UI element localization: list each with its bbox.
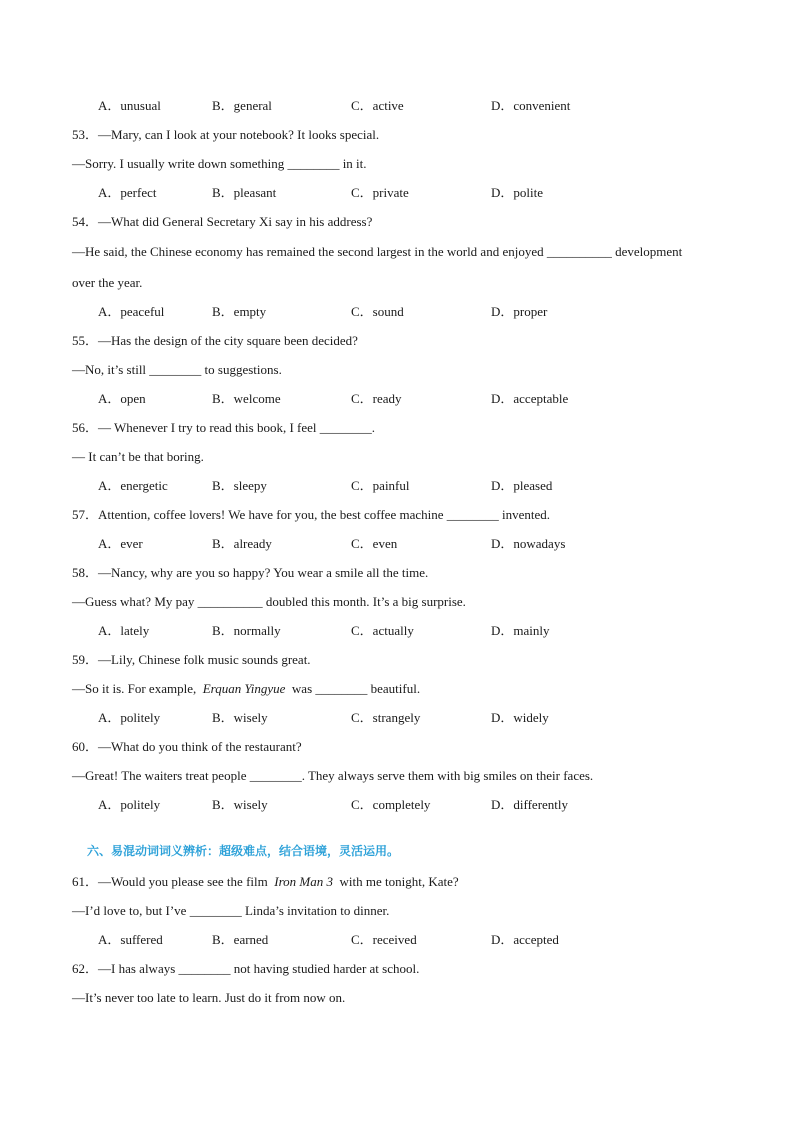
q58-number: 58． — [72, 565, 99, 580]
q55-option-a: A．open — [98, 391, 146, 406]
q55-prompt — [72, 333, 358, 349]
q56-line-1: — Whenever I try to read this book, I feel ________. — [98, 420, 376, 435]
section-heading: 六、易混动词词义辨析：超级难点，结合语境，灵活运用。 — [87, 844, 400, 858]
q62-number: 62． — [72, 961, 99, 976]
q53-option-a: A．perfect — [98, 185, 157, 200]
q60-prompt — [72, 739, 302, 755]
q53-number: 53． — [72, 127, 99, 142]
q56-prompt — [72, 420, 375, 436]
q52-option-a: A．unusual — [98, 98, 161, 113]
q61-options — [98, 932, 718, 948]
q59-option-c: C．strangely — [351, 710, 421, 725]
q55-line-1: —Has the design of the city square been decided? — [98, 333, 358, 348]
q57-option-d: D．nowadays — [491, 536, 566, 551]
q60-options — [98, 797, 718, 813]
q58-option-b: B．normally — [212, 623, 281, 638]
q54-options — [98, 304, 718, 320]
q61-line-1-end: with me tonight, Kate? — [339, 874, 459, 889]
q57-option-c: C．even — [351, 536, 398, 551]
q53-option-b: B．pleasant — [212, 185, 277, 200]
q61-prompt — [72, 874, 459, 890]
q53-line-2: —Sorry. I usually write down something ________ in it. — [72, 156, 367, 171]
q57-option-b: B．already — [212, 536, 272, 551]
q59-song-title: Erquan Yingyue — [202, 681, 286, 696]
q58-prompt — [72, 565, 428, 581]
q54-number: 54． — [72, 214, 99, 229]
q57-prompt — [72, 507, 550, 523]
q59-line-1: —Lily, Chinese folk music sounds great. — [98, 652, 311, 667]
q56-option-b: B．sleepy — [212, 478, 267, 493]
q54-option-b: B．empty — [212, 304, 267, 319]
q52-options — [98, 98, 718, 114]
q60-option-b: B．wisely — [212, 797, 268, 812]
q52-option-c: C．active — [351, 98, 404, 113]
q59-line-2-start: —So it is. For example, — [72, 681, 197, 696]
q62-prompt — [72, 961, 419, 977]
q55-option-c: C．ready — [351, 391, 402, 406]
q58-line-1: —Nancy, why are you so happy? You wear a smile all the time. — [98, 565, 429, 580]
q58-line-2: —Guess what? My pay __________ doubled this month. It’s a big surprise. — [72, 594, 466, 609]
q62-line-2: —It’s never too late to learn. Just do it from now on. — [72, 990, 346, 1005]
q59-line-2 — [72, 681, 420, 697]
q53-option-d: D．polite — [491, 185, 543, 200]
q61-line-1-start: —Would you please see the film — [98, 874, 268, 889]
q58-option-c: C．actually — [351, 623, 414, 638]
q60-line-2: —Great! The waiters treat people ________. They always serve them with big smiles on their faces. — [72, 768, 594, 783]
q59-line-2-end: was ________ beautiful. — [291, 681, 421, 696]
q54-option-a: A．peaceful — [98, 304, 165, 319]
q53-line-1: —Mary, can I look at your notebook? It looks special. — [98, 127, 380, 142]
q56-line-2: — It can’t be that boring. — [72, 449, 204, 464]
q56-option-c: C．painful — [351, 478, 410, 493]
q59-number: 59． — [72, 652, 99, 667]
q54-line-1: —What did General Secretary Xi say in his address? — [98, 214, 373, 229]
q54-option-d: D．proper — [491, 304, 548, 319]
q59-option-d: D．widely — [491, 710, 549, 725]
q56-options — [98, 478, 718, 494]
q55-options — [98, 391, 718, 407]
q58-options — [98, 623, 718, 639]
q56-number: 56． — [72, 420, 99, 435]
q55-option-d: D．acceptable — [491, 391, 569, 406]
q62-line-1: —I has always ________ not having studied harder at school. — [98, 961, 420, 976]
q60-option-c: C．completely — [351, 797, 431, 812]
q52-option-d: D．convenient — [491, 98, 571, 113]
q60-option-a: A．politely — [98, 797, 161, 812]
q53-options — [98, 185, 718, 201]
q57-line-1: Attention, coffee lovers! We have for you, the best coffee machine ________ invented. — [98, 507, 551, 522]
q59-option-a: A．politely — [98, 710, 161, 725]
q54-prompt — [72, 214, 372, 230]
q54-line-3: over the year. — [72, 275, 143, 290]
q57-option-a: A．ever — [98, 536, 143, 551]
q52-option-b: B．general — [212, 98, 272, 113]
q55-line-2: —No, it’s still ________ to suggestions. — [72, 362, 282, 377]
q55-option-b: B．welcome — [212, 391, 281, 406]
q57-number: 57． — [72, 507, 99, 522]
q59-prompt — [72, 652, 311, 668]
q53-prompt — [72, 127, 379, 143]
q60-number: 60． — [72, 739, 99, 754]
q61-option-a: A．suffered — [98, 932, 163, 947]
q61-film-title: Iron Man 3 — [274, 874, 333, 889]
q61-line-2: —I’d love to, but I’ve ________ Linda’s invitation to dinner. — [72, 903, 390, 918]
q54-option-c: C．sound — [351, 304, 404, 319]
q61-number: 61． — [72, 874, 99, 889]
q60-line-1: —What do you think of the restaurant? — [98, 739, 302, 754]
q61-option-b: B．earned — [212, 932, 269, 947]
q58-option-a: A．lately — [98, 623, 150, 638]
q59-option-b: B．wisely — [212, 710, 268, 725]
q59-options — [98, 710, 718, 726]
q55-number: 55． — [72, 333, 99, 348]
q53-option-c: C．private — [351, 185, 409, 200]
q61-option-d: D．accepted — [491, 932, 559, 947]
q58-option-d: D．mainly — [491, 623, 550, 638]
q57-options — [98, 536, 718, 552]
q61-option-c: C．received — [351, 932, 417, 947]
q56-option-a: A．energetic — [98, 478, 168, 493]
q54-line-2: —He said, the Chinese economy has remained the second largest in the world and enjoyed __________ development — [72, 244, 683, 259]
q56-option-d: D．pleased — [491, 478, 553, 493]
q60-option-d: D．differently — [491, 797, 569, 812]
